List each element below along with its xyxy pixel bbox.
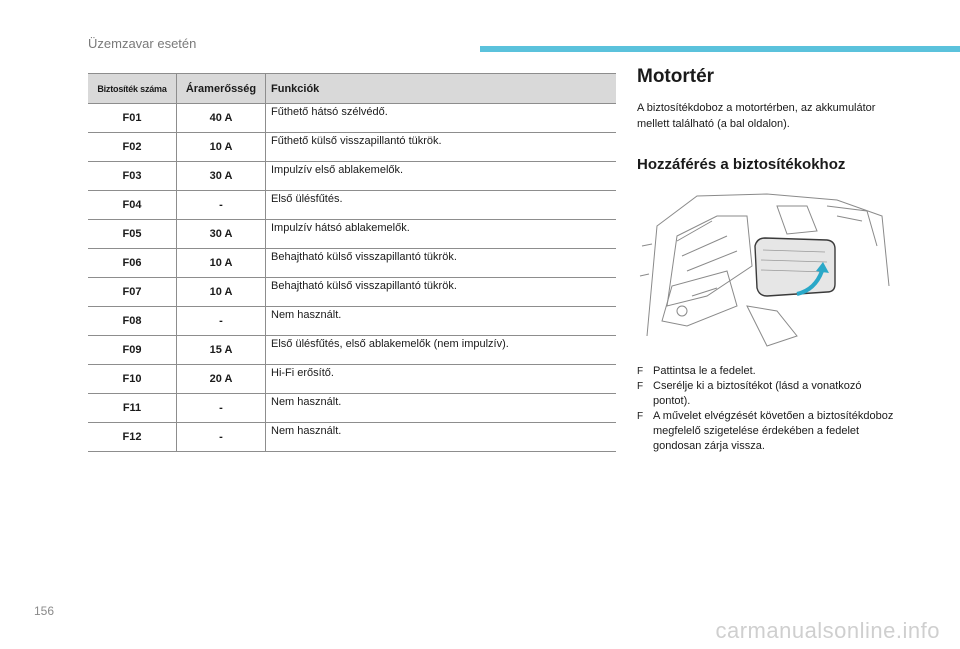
step-text: A művelet elvégzését követően a biztosítékdoboz megfelelő szigetelése érdekében a fedelet gondosan zárja vissza. — [653, 410, 894, 452]
table-row — [88, 278, 616, 307]
fuse-number: F07 — [88, 278, 177, 307]
step-text: Pattintsa le a fedelet. — [653, 365, 756, 377]
fuse-current: 20 A — [177, 365, 266, 394]
fuse-number: F02 — [88, 133, 177, 162]
fuse-function: Első ülésfűtés. — [266, 191, 617, 220]
fuse-function: Hi-Fi erősítő. — [266, 365, 617, 394]
fuse-number: F03 — [88, 162, 177, 191]
table-row — [88, 307, 616, 336]
fuse-function: Első ülésfűtés, első ablakemelők (nem impulzív). — [266, 336, 617, 365]
fuse-function: Behajtható külső visszapillantó tükrök. — [266, 249, 617, 278]
list-item — [637, 409, 899, 454]
table-row — [88, 104, 616, 133]
list-item — [637, 379, 899, 409]
watermark: carmanualsonline.info — [715, 618, 940, 643]
fuse-current: - — [177, 423, 266, 452]
column-header-fuse-number: Biztosíték száma — [88, 74, 177, 104]
chapter-title: Üzemzavar esetén — [88, 36, 197, 51]
table-row — [88, 191, 616, 220]
bullet-marker: F — [637, 411, 644, 422]
table-row — [88, 336, 616, 365]
fuse-number: F08 — [88, 307, 177, 336]
section-intro: A biztosítékdoboz a motortérben, az akkumulátor mellett található (a bal oldalon). — [637, 102, 876, 130]
section-subtitle: Hozzáférés a biztosítékokhoz — [637, 156, 846, 173]
table-row — [88, 249, 616, 278]
fuse-current: 30 A — [177, 220, 266, 249]
fuse-table — [88, 73, 616, 452]
fuse-function: Nem használt. — [266, 423, 617, 452]
fuse-current: 40 A — [177, 104, 266, 133]
fuse-box-illustration — [637, 186, 893, 356]
column-header-functions: Funkciók — [266, 74, 617, 104]
section-title: Motortér — [637, 66, 715, 87]
fuse-function: Fűthető hátsó szélvédő. — [266, 104, 617, 133]
fuse-function: Nem használt. — [266, 394, 617, 423]
table-header-row — [88, 74, 616, 104]
table-row — [88, 423, 616, 452]
table-row — [88, 220, 616, 249]
bullet-marker: F — [637, 366, 644, 377]
fuse-number: F12 — [88, 423, 177, 452]
fuse-current: 10 A — [177, 133, 266, 162]
fuse-number: F05 — [88, 220, 177, 249]
fuse-current: - — [177, 191, 266, 220]
table-row — [88, 394, 616, 423]
fuse-number: F09 — [88, 336, 177, 365]
fuse-current: 10 A — [177, 278, 266, 307]
bullet-marker: F — [637, 381, 644, 392]
fuse-function: Impulzív hátsó ablakemelők. — [266, 220, 617, 249]
engine-compartment-section — [637, 66, 907, 132]
header-accent-bar — [480, 46, 960, 52]
fuse-number: F04 — [88, 191, 177, 220]
list-item — [637, 364, 899, 379]
fuse-number: F10 — [88, 365, 177, 394]
fuse-function: Behajtható külső visszapillantó tükrök. — [266, 278, 617, 307]
step-text: Cserélje ki a biztosítékot (lásd a vonatkozó pontot). — [653, 380, 862, 407]
fuse-function: Impulzív első ablakemelők. — [266, 162, 617, 191]
fuse-current: 30 A — [177, 162, 266, 191]
page-number: 156 — [34, 604, 55, 618]
table-row — [88, 133, 616, 162]
fuse-number: F11 — [88, 394, 177, 423]
fuse-number: F01 — [88, 104, 177, 133]
fuse-function: Fűthető külső visszapillantó tükrök. — [266, 133, 617, 162]
column-header-current: Áramerősség — [177, 74, 266, 104]
fuse-current: 15 A — [177, 336, 266, 365]
table-row — [88, 365, 616, 394]
fuse-number: F06 — [88, 249, 177, 278]
fuse-current: 10 A — [177, 249, 266, 278]
fuse-function: Nem használt. — [266, 307, 617, 336]
fuse-current: - — [177, 394, 266, 423]
fuse-current: - — [177, 307, 266, 336]
table-row — [88, 162, 616, 191]
instruction-list — [637, 364, 899, 454]
